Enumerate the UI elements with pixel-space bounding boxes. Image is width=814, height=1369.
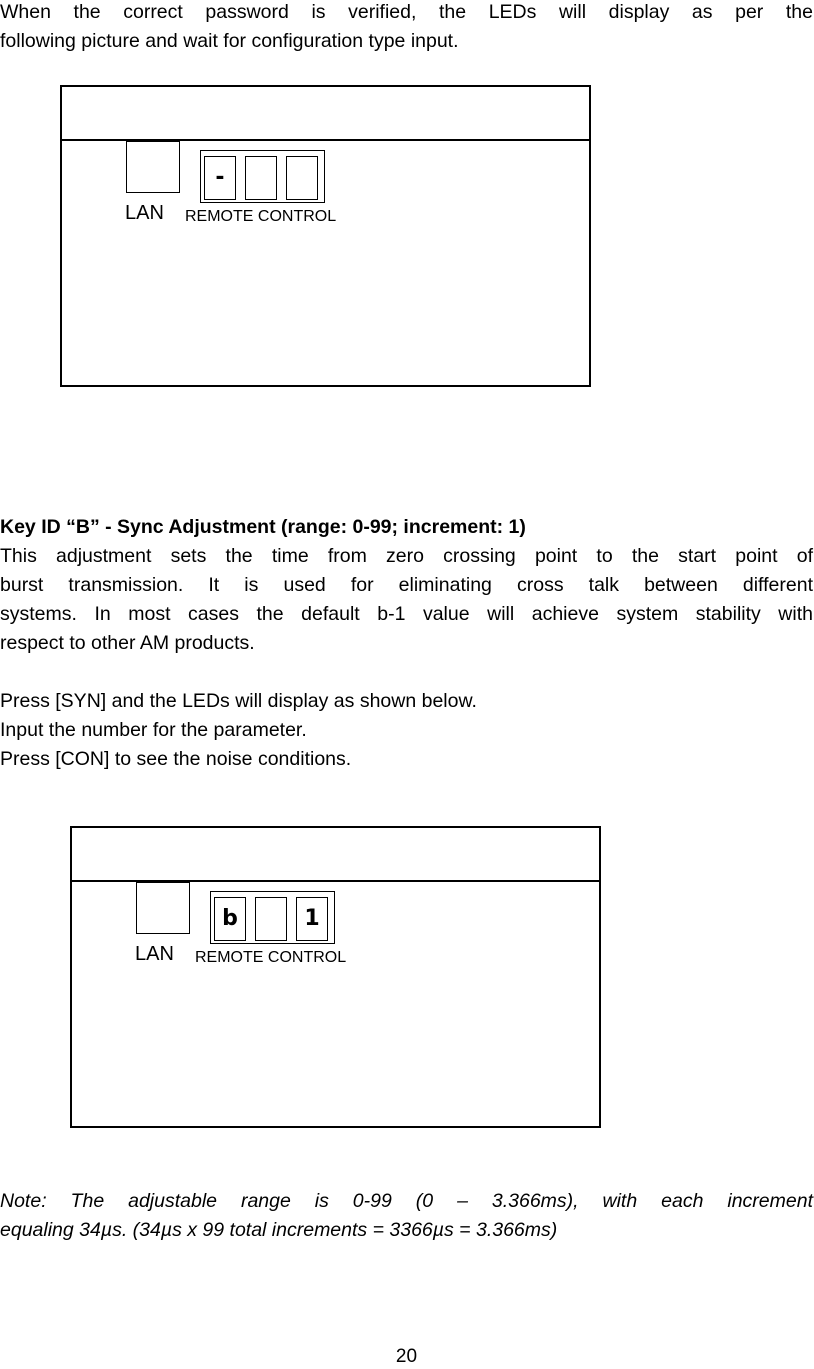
- step-3: Press [CON] to see the noise conditions.: [0, 748, 352, 770]
- note-paragraph-end: [0, 1216, 813, 1245]
- note-paragraph: [0, 1187, 813, 1216]
- lan-label: LAN: [135, 943, 174, 965]
- desc-line-4: respect to other AM products.: [0, 632, 255, 654]
- lan-label: LAN: [125, 202, 164, 224]
- desc-line-1: This adjustment sets the time from zero crossing point to the start point of: [0, 545, 813, 567]
- section-description: [0, 542, 813, 629]
- step-2: Input the number for the parameter.: [0, 719, 307, 741]
- desc-line-3: systems. In most cases the default b-1 value will achieve system stability with: [0, 603, 813, 625]
- led-digit-1: -: [204, 156, 236, 200]
- note-line-2: equaling 34µs. (34µs x 99 total increments = 3366µs = 3.366ms): [0, 1219, 558, 1241]
- led-digit-1: b: [214, 897, 246, 941]
- led-digit-2: [245, 156, 277, 200]
- intro-paragraph-end: [0, 27, 813, 56]
- intro-line-2: following picture and wait for configuration type input.: [0, 30, 459, 52]
- intro-line-1: When the correct password is verified, the LEDs will display as per the: [0, 1, 813, 23]
- led-panel-password: [60, 85, 591, 387]
- led-panel-sync: [70, 826, 601, 1128]
- intro-paragraph: [0, 0, 813, 27]
- step-1: Press [SYN] and the LEDs will display as shown below.: [0, 690, 477, 712]
- led-digit-2: [255, 897, 287, 941]
- remote-control-display: [210, 891, 335, 944]
- section-heading: Key ID “B” - Sync Adjustment (range: 0-99; increment: 1): [0, 516, 526, 538]
- led-digit-3: [286, 156, 318, 200]
- section-description-end: [0, 629, 813, 658]
- remote-control-display: [200, 150, 325, 203]
- desc-line-2: burst transmission. It is used for eliminating cross talk between different: [0, 574, 813, 596]
- remote-control-label: REMOTE CONTROL: [185, 208, 337, 225]
- instruction-steps: [0, 687, 813, 774]
- panel-header-bar: [72, 828, 599, 882]
- led-digit-3: 1: [296, 897, 328, 941]
- lan-led: [136, 882, 190, 934]
- lan-led: [126, 141, 180, 193]
- remote-control-label: REMOTE CONTROL: [195, 949, 347, 966]
- panel-header-bar: [62, 87, 589, 141]
- page-number: 20: [395, 1346, 418, 1367]
- note-line-1: Note: The adjustable range is 0-99 (0 – 3.366ms), with each increment: [0, 1190, 813, 1212]
